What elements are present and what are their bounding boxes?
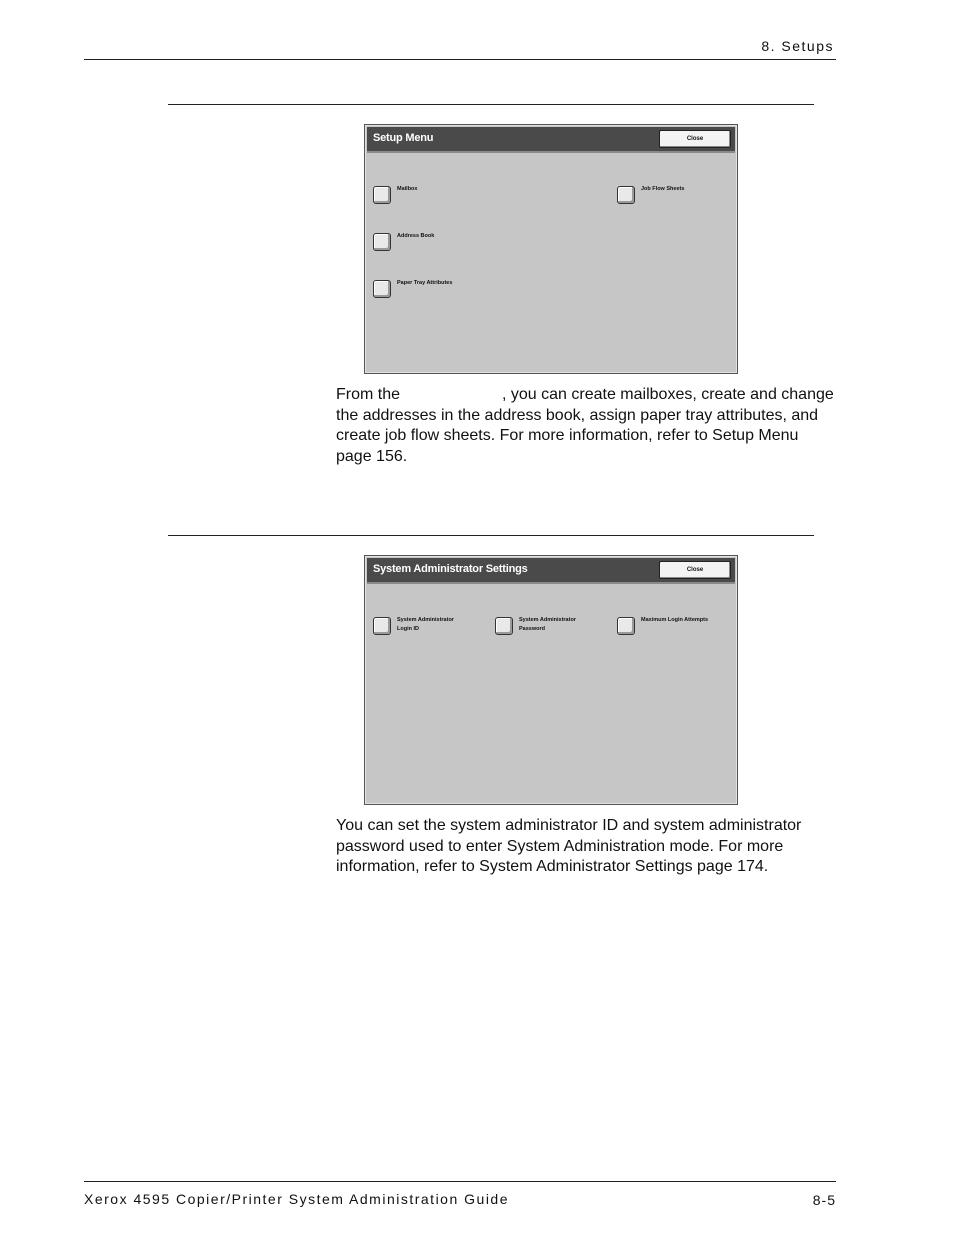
job-flow-sheets-option[interactable] [617, 186, 684, 204]
setup-menu-title: Setup Menu [373, 132, 434, 144]
setup-menu-titlebar [367, 127, 735, 153]
paper-tray-attributes-label: Paper Tray Attributes [397, 280, 453, 286]
setup-menu-description [336, 385, 836, 467]
max-login-attempts-label: Maximum Login Attempts [641, 617, 709, 623]
sysadmin-password-label-line1: System Administrator [519, 617, 576, 623]
sysadmin-login-id-label [397, 616, 454, 634]
page-number: 8-5 [812, 1192, 836, 1208]
max-login-attempts-option[interactable] [617, 617, 708, 635]
sysadmin-password-label [519, 616, 576, 634]
section-rule-setup-menu [168, 104, 814, 105]
mailbox-button-icon[interactable] [373, 186, 391, 204]
footer-rule [84, 1181, 836, 1182]
setup-menu-description-lead: From the [336, 386, 401, 403]
mailbox-label: Mailbox [397, 186, 418, 192]
sysadmin-login-id-button-icon[interactable] [373, 617, 391, 635]
footer-title: Xerox 4595 Copier/Printer System Administration Guide [84, 1191, 509, 1207]
sysadmin-login-id-label-line2: Login ID [397, 626, 419, 632]
sysadmin-password-label-line2: Password [519, 626, 545, 632]
sysadmin-password-option[interactable] [495, 617, 576, 635]
close-button[interactable]: Close [659, 561, 731, 579]
setup-menu-description-rest: , you can create mailboxes, create and change the addresses in the address book, assign paper tray attributes, and create job flow sheets. For more information, refer to Setup Menu page 156. [336, 386, 834, 465]
sysadmin-description: You can set the system administrator ID and system administrator password used to enter System Administration mode. For more information, refer to System Administrator Settings page 174. [336, 817, 802, 875]
max-login-attempts-button-icon[interactable] [617, 617, 635, 635]
setup-menu-screen [364, 124, 738, 374]
section-rule-sysadmin [168, 535, 814, 536]
close-button[interactable]: Close [659, 130, 731, 148]
address-book-label: Address Book [397, 233, 435, 239]
running-header: 8. Setups [761, 38, 834, 54]
address-book-button-icon[interactable] [373, 233, 391, 251]
sysadmin-titlebar [367, 558, 735, 584]
address-book-option[interactable] [373, 233, 434, 251]
sysadmin-settings-screen [364, 555, 738, 805]
paper-tray-attributes-option[interactable] [373, 280, 452, 298]
sysadmin-login-id-option[interactable] [373, 617, 454, 635]
sysadmin-login-id-label-line1: System Administrator [397, 617, 454, 623]
paper-tray-attributes-button-icon[interactable] [373, 280, 391, 298]
sysadmin-title: System Administrator Settings [373, 563, 528, 575]
sysadmin-password-button-icon[interactable] [495, 617, 513, 635]
job-flow-sheets-button-icon[interactable] [617, 186, 635, 204]
header-rule [84, 59, 836, 60]
job-flow-sheets-label: Job Flow Sheets [641, 186, 685, 192]
mailbox-option[interactable] [373, 186, 417, 204]
